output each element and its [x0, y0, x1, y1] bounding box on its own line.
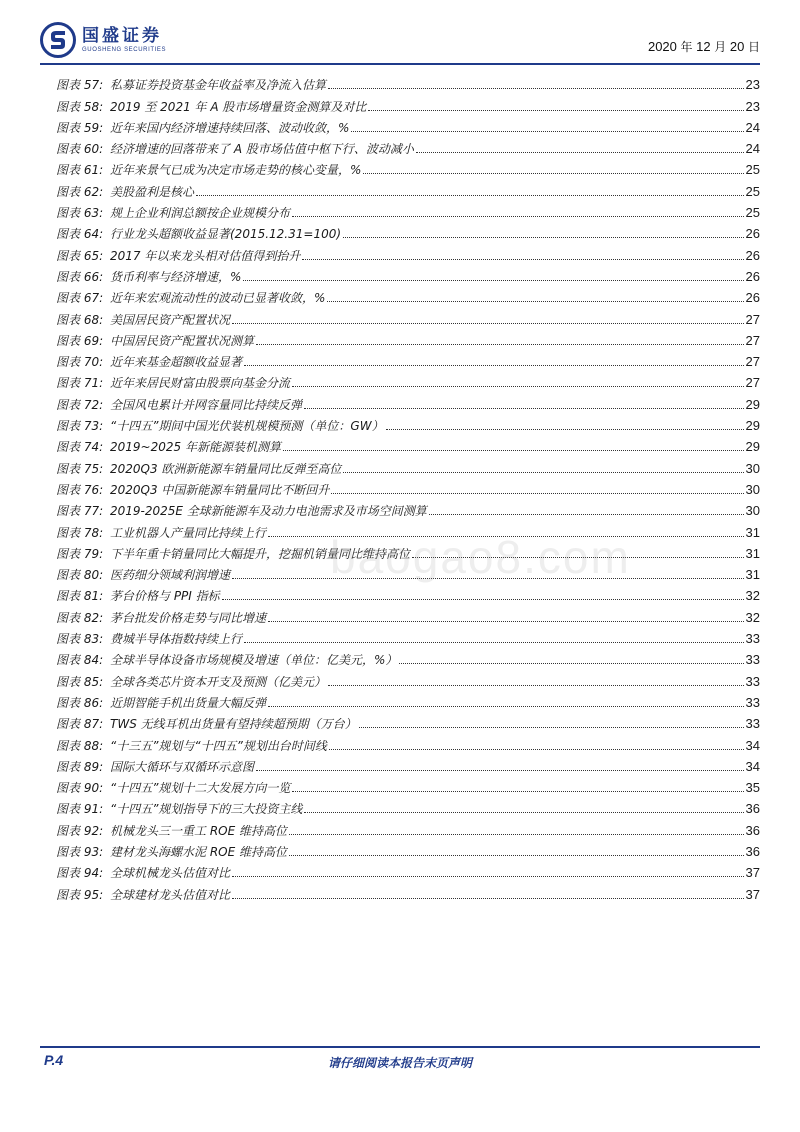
toc-page-number: 26 [745, 290, 760, 306]
watermark: baogao8.com [330, 531, 631, 583]
toc-page-number: 32 [745, 609, 760, 625]
toc-entry[interactable] [56, 667, 760, 688]
toc-entry[interactable] [56, 71, 760, 92]
toc-entry[interactable] [56, 859, 760, 880]
toc-figure-title: 全球半导体设备市场规模及增速（单位：亿美元，%） [110, 653, 398, 668]
toc-figure-title: 费城半导体指数持续上行 [110, 632, 243, 647]
toc-entry-label [56, 398, 302, 412]
toc-figure-title: 下半年重卡销量同比大幅提升，挖掘机销量同比维持高位 [110, 546, 411, 561]
toc-figure-number: 图表 89: [56, 759, 104, 774]
logo-chinese-name: 国盛证券 [82, 26, 162, 46]
toc-leader-dots [289, 855, 744, 856]
toc-leader-dots [302, 259, 743, 260]
toc-page-number: 35 [745, 780, 760, 796]
toc-entry-label [56, 291, 325, 305]
toc-entry[interactable] [56, 689, 760, 710]
toc-figure-number: 图表 94: [56, 866, 104, 881]
toc-page-number: 33 [745, 673, 760, 689]
toc-page-number: 27 [745, 332, 760, 348]
toc-figure-title: 机械龙头三一重工 ROE 维持高位 [110, 823, 287, 838]
toc-figure-title: “十三五”规划与“十四五”规划出台时间线 [110, 738, 327, 753]
toc-entry[interactable] [56, 412, 760, 433]
toc-entry[interactable] [56, 880, 760, 901]
toc-leader-dots [268, 706, 744, 707]
toc-entry-label [56, 526, 266, 540]
toc-entry[interactable] [56, 582, 760, 603]
toc-entry[interactable] [56, 625, 760, 646]
toc-page-number: 30 [745, 503, 760, 519]
toc-figure-title: 近年来景气已成为决定市场走势的核心变量，% [110, 163, 362, 178]
toc-leader-dots [343, 237, 744, 238]
toc-figure-title: 建材龙头海螺水泥 ROE 维持高位 [110, 844, 287, 859]
toc-figure-title: 2020Q3 欧洲新能源车销量同比反弹至高位 [110, 461, 342, 476]
toc-entry-label [56, 802, 302, 816]
toc-figure-number: 图表 67: [56, 291, 104, 306]
toc-page-number: 27 [745, 311, 760, 327]
toc-leader-dots [386, 429, 744, 430]
toc-figure-number: 图表 73: [56, 419, 104, 434]
toc-figure-number: 图表 59: [56, 120, 104, 135]
logo-english-name: GUOSHENG SECURITIES [82, 47, 167, 53]
footer-divider [40, 1046, 760, 1048]
toc-figure-number: 图表 86: [56, 695, 104, 710]
toc-entry-label [56, 568, 230, 582]
toc-figure-number: 图表 88: [56, 738, 104, 753]
toc-figure-number: 图表 71: [56, 376, 104, 391]
toc-figure-number: 图表 83: [56, 632, 104, 647]
toc-entry-label [56, 611, 266, 625]
toc-page-number: 24 [745, 141, 760, 157]
toc-entry-label [56, 270, 241, 284]
toc-page-number: 29 [745, 439, 760, 455]
toc-leader-dots [232, 898, 744, 899]
toc-figure-number: 图表 80: [56, 568, 104, 583]
toc-leader-dots [232, 876, 744, 877]
toc-page-number: 23 [745, 98, 760, 114]
toc-page-number: 27 [745, 354, 760, 370]
toc-leader-dots [328, 88, 744, 89]
toc-entry[interactable] [56, 710, 760, 731]
toc-entry-label [56, 227, 341, 241]
toc-page-number: 36 [745, 822, 760, 838]
toc-entry-label [56, 696, 266, 710]
toc-figure-title: 全球建材龙头估值对比 [110, 887, 231, 902]
toc-entry-label [56, 100, 366, 114]
toc-entry[interactable] [56, 753, 760, 774]
toc-page-number: 27 [745, 375, 760, 391]
toc-page-number: 25 [745, 205, 760, 221]
toc-entry[interactable] [56, 284, 760, 305]
toc-entry[interactable] [56, 220, 760, 241]
toc-entry[interactable] [56, 774, 760, 795]
toc-leader-dots [331, 493, 743, 494]
toc-entry-label [56, 355, 242, 369]
toc-leader-dots [244, 365, 744, 366]
toc-figure-number: 图表 77: [56, 504, 104, 519]
toc-page-number: 33 [745, 631, 760, 647]
toc-figure-number: 图表 81: [56, 589, 104, 604]
toc-page-number: 34 [745, 758, 760, 774]
toc-entry[interactable] [56, 177, 760, 198]
toc-entry-label [56, 632, 242, 646]
toc-entry-label [56, 483, 329, 497]
toc-leader-dots [416, 152, 744, 153]
toc-figure-number: 图表 79: [56, 546, 104, 561]
toc-leader-dots [256, 344, 744, 345]
toc-entry-label [56, 249, 300, 263]
toc-page-number: 26 [745, 247, 760, 263]
toc-page-number: 30 [745, 460, 760, 476]
toc-leader-dots [304, 408, 744, 409]
toc-entry[interactable] [56, 497, 760, 518]
toc-page-number: 34 [745, 737, 760, 753]
toc-figure-number: 图表 60: [56, 142, 104, 157]
toc-figure-number: 图表 69: [56, 333, 104, 348]
toc-leader-dots [368, 110, 743, 111]
toc-page-number: 36 [745, 801, 760, 817]
toc-figure-title: 经济增速的回落带来了 A 股市场估值中枢下行、波动减小 [110, 142, 414, 157]
toc-entry-label [56, 163, 361, 177]
toc-entry-label [56, 589, 220, 603]
toc-figure-number: 图表 57: [56, 78, 104, 93]
toc-leader-dots [243, 280, 743, 281]
toc-entry-label [56, 504, 427, 518]
toc-figure-title: “十四五”期间中国光伏装机规模预测（单位：GW） [110, 419, 384, 434]
toc-entry[interactable] [56, 369, 760, 390]
toc-figure-title: 美股盈利是核心 [110, 184, 195, 199]
toc-figure-number: 图表 93: [56, 844, 104, 859]
toc-entry[interactable] [56, 795, 760, 816]
toc-entry[interactable] [56, 603, 760, 624]
toc-figure-number: 图表 76: [56, 482, 104, 497]
page-header [40, 18, 760, 62]
toc-figure-number: 图表 74: [56, 440, 104, 455]
toc-leader-dots [328, 685, 744, 686]
toc-page-number: 24 [745, 119, 760, 135]
toc-entry-label [56, 185, 194, 199]
toc-leader-dots [399, 663, 743, 664]
toc-figure-number: 图表 61: [56, 163, 104, 178]
toc-entry-label [56, 845, 287, 859]
toc-figure-number: 图表 95: [56, 887, 104, 902]
toc-figure-number: 图表 90: [56, 781, 104, 796]
toc-entry-label [56, 888, 230, 902]
date-day-unit: 日 [747, 40, 760, 54]
toc-figure-number: 图表 68: [56, 312, 104, 327]
toc-figure-title: 医药细分领域利润增速 [110, 568, 231, 583]
date-month-unit: 月 [714, 40, 727, 54]
toc-figure-title: 2020Q3 中国新能源车销量同比不断回升 [110, 482, 330, 497]
toc-figure-title: 近年来居民财富由股票向基金分流 [110, 376, 291, 391]
toc-entry[interactable] [56, 390, 760, 411]
company-logo [40, 22, 166, 58]
toc-page-number: 25 [745, 162, 760, 178]
toc-leader-dots [256, 770, 744, 771]
toc-figure-number: 图表 85: [56, 674, 104, 689]
toc-figure-title: 2017 年以来龙头相对估值得到抬升 [110, 248, 301, 263]
toc-entry[interactable] [56, 838, 760, 859]
toc-page-number: 23 [745, 77, 760, 93]
toc-leader-dots [292, 791, 743, 792]
toc-entry[interactable] [56, 476, 760, 497]
toc-entry-label [56, 653, 397, 667]
toc-entry-label [56, 717, 357, 731]
toc-figure-title: 美国居民资产配置状况 [110, 312, 231, 327]
toc-entry-label [56, 760, 254, 774]
toc-entry[interactable] [56, 348, 760, 369]
toc-entry-label [56, 462, 341, 476]
toc-figure-title: 工业机器人产量同比持续上行 [110, 525, 267, 540]
toc-entry[interactable] [56, 816, 760, 837]
toc-figure-title: 中国居民资产配置状况测算 [110, 333, 255, 348]
toc-page-number: 29 [745, 418, 760, 434]
toc-figure-number: 图表 78: [56, 525, 104, 540]
toc-leader-dots [327, 301, 743, 302]
toc-figure-title: 全球各类芯片资本开支及预测（亿美元） [110, 674, 327, 689]
toc-page-number: 31 [745, 545, 760, 561]
toc-leader-dots [232, 323, 744, 324]
toc-figure-title: 2019-2025E 全球新能源车及动力电池需求及市场空间测算 [110, 504, 427, 519]
date-day: 20 [729, 39, 745, 54]
toc-figure-title: “十四五”规划指导下的三大投资主线 [110, 802, 303, 817]
toc-figure-title: 2019 至 2021 年 A 股市场增量资金测算及对比 [110, 99, 367, 114]
toc-figure-title: 货币利率与经济增速，% [110, 269, 242, 284]
toc-entry[interactable] [56, 433, 760, 454]
toc-page-number: 37 [745, 865, 760, 881]
toc-figure-number: 图表 75: [56, 461, 104, 476]
toc-entry-label [56, 739, 327, 753]
toc-entry[interactable] [56, 92, 760, 113]
disclaimer-note: 请仔细阅读本报告末页声明 [327, 1056, 472, 1070]
toc-figure-title: 近年来基金超额收益显著 [110, 355, 243, 370]
toc-figure-number: 图表 58: [56, 99, 104, 114]
toc-figure-number: 图表 72: [56, 397, 104, 412]
toc-entry-label [56, 142, 414, 156]
toc-leader-dots [359, 727, 744, 728]
toc-entry-label [56, 675, 326, 689]
toc-entry-label [56, 121, 349, 135]
toc-leader-dots [351, 131, 743, 132]
toc-figure-number: 图表 64: [56, 227, 104, 242]
toc-figure-title: 规上企业利润总额按企业规模分布 [110, 206, 291, 221]
toc-page-number: 26 [745, 226, 760, 242]
toc-leader-dots [329, 749, 744, 750]
date-year-unit: 年 [680, 40, 693, 54]
toc-figure-title: 2019~2025 年新能源装机测算 [110, 440, 281, 455]
toc-entry-label [56, 206, 290, 220]
toc-figure-number: 图表 82: [56, 610, 104, 625]
logo-mark-icon [40, 22, 76, 58]
toc-leader-dots [363, 173, 743, 174]
toc-page-number: 37 [745, 886, 760, 902]
toc-figure-title: 近期智能手机出货量大幅反弹 [110, 695, 267, 710]
toc-leader-dots [343, 472, 743, 473]
toc-entry-label [56, 440, 281, 454]
header-divider [40, 63, 760, 65]
toc-entry-label [56, 313, 230, 327]
toc-page-number: 29 [745, 396, 760, 412]
toc-figure-title: 国际大循环与双循环示意图 [110, 759, 255, 774]
toc-page-number: 36 [745, 843, 760, 859]
toc-page-number: 26 [745, 268, 760, 284]
date-year: 2020 [647, 39, 677, 54]
toc-figure-title: 近年来国内经济增速持续回落、波动收敛，% [110, 120, 350, 135]
toc-entry[interactable] [56, 454, 760, 475]
toc-figure-number: 图表 92: [56, 823, 104, 838]
toc-page-number: 33 [745, 716, 760, 732]
toc-figure-title: 行业龙头超额收益显著(2015.12.31=100) [110, 227, 342, 242]
toc-page-number: 31 [745, 524, 760, 540]
toc-figure-title: 茅台价格与 PPI 指标 [110, 589, 220, 604]
toc-figure-number: 图表 91: [56, 802, 104, 817]
toc-leader-dots [196, 195, 744, 196]
toc-entry-label [56, 866, 230, 880]
report-date [648, 38, 760, 55]
figure-list [56, 71, 760, 902]
toc-figure-title: 全国风电累计并网容量同比持续反弹 [110, 397, 303, 412]
toc-entry[interactable] [56, 646, 760, 667]
toc-figure-number: 图表 63: [56, 206, 104, 221]
toc-figure-number: 图表 65: [56, 248, 104, 263]
toc-entry[interactable] [56, 731, 760, 752]
page-number: P.4 [44, 1052, 64, 1068]
toc-leader-dots [283, 450, 744, 451]
toc-entry-label [56, 781, 290, 795]
toc-entry[interactable] [56, 135, 760, 156]
toc-page-number: 32 [745, 588, 760, 604]
toc-page-number: 33 [745, 652, 760, 668]
toc-entry[interactable] [56, 199, 760, 220]
toc-page-number: 25 [745, 183, 760, 199]
toc-leader-dots [244, 642, 744, 643]
toc-figure-title: “十四五”规划十二大发展方向一览 [110, 781, 291, 796]
toc-entry-label [56, 78, 326, 92]
toc-page-number: 33 [745, 694, 760, 710]
toc-leader-dots [268, 621, 744, 622]
toc-figure-title: 茅台批发价格走势与同比增速 [110, 610, 267, 625]
toc-entry-label [56, 334, 254, 348]
toc-leader-dots [222, 599, 744, 600]
toc-leader-dots [292, 216, 744, 217]
toc-entry-label [56, 824, 287, 838]
toc-entry-label [56, 419, 384, 433]
toc-page-number: 30 [745, 481, 760, 497]
toc-figure-number: 图表 70: [56, 355, 104, 370]
toc-figure-number: 图表 66: [56, 269, 104, 284]
toc-entry[interactable] [56, 241, 760, 262]
toc-leader-dots [289, 834, 744, 835]
toc-figure-title: 近年来宏观流动性的波动已显著收敛，% [110, 291, 326, 306]
toc-entry[interactable] [56, 156, 760, 177]
toc-figure-title: TWS 无线耳机出货量有望持续超预期（万台） [110, 717, 357, 732]
date-month: 12 [696, 39, 711, 54]
toc-leader-dots [429, 514, 744, 515]
toc-page-number: 31 [745, 567, 760, 583]
toc-leader-dots [292, 386, 744, 387]
toc-entry[interactable] [56, 327, 760, 348]
toc-figure-number: 图表 84: [56, 653, 104, 668]
toc-entry[interactable] [56, 305, 760, 326]
toc-entry[interactable] [56, 114, 760, 135]
toc-entry[interactable] [56, 263, 760, 284]
toc-figure-number: 图表 87: [56, 717, 104, 732]
toc-leader-dots [304, 812, 743, 813]
toc-figure-title: 私募证券投资基金年收益率及净流入估算 [110, 78, 327, 93]
toc-figure-title: 全球机械龙头估值对比 [110, 866, 231, 881]
toc-entry-label [56, 376, 290, 390]
toc-figure-number: 图表 62: [56, 184, 104, 199]
